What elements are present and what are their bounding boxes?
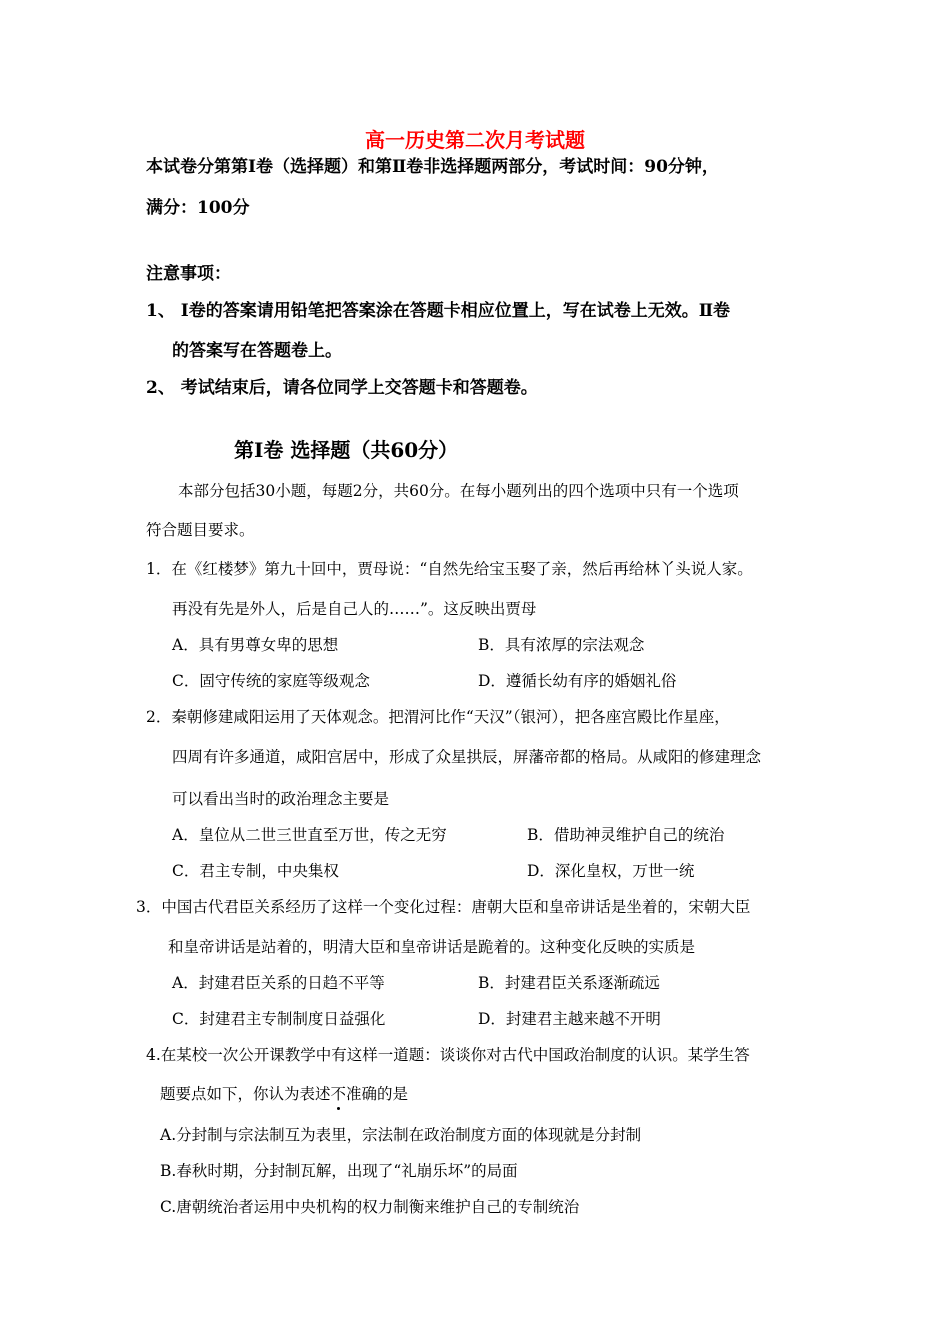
question-4-option-a: A.分封制与宗法制互为表里，宗法制在政治制度方面的体现就是分封制: [160, 1126, 642, 1144]
question-2-stem-line-2: 四周有许多通道，咸阳宫居中，形成了众星拱辰，屏藩帝都的格局。从咸阳的修建理念: [172, 748, 762, 766]
question-3-stem-line-1: 3．中国古代君臣关系经历了这样一个变化过程：唐朝大臣和皇帝讲话是坐着的，宋朝大臣: [136, 898, 751, 916]
question-2-stem-line-3: 可以看出当时的政治理念主要是: [172, 790, 390, 808]
question-3-option-a: A．封建君臣关系的日趋不平等: [172, 974, 385, 992]
question-2-stem-line-1: 2．秦朝修建咸阳运用了天体观念。把渭河比作“天汉”（银河），把各座宫殿比作星座，: [146, 708, 730, 726]
notice-item-1-line-1: 1、 Ⅰ卷的答案请用铅笔把答案涂在答题卡相应位置上，写在试卷上无效。Ⅱ卷: [146, 301, 731, 321]
exam-intro-line-2: 满分：100分: [146, 198, 250, 218]
notice-heading: 注意事项：: [146, 264, 231, 284]
section-1-desc-line-1: 本部分包括30小题，每题2分，共60分。在每小题列出的四个选项中只有一个选项: [178, 482, 739, 500]
exam-intro-line-1: 本试卷分第第Ⅰ卷（选择题）和第Ⅱ卷非选择题两部分，考试时间：90分钟，: [146, 157, 719, 177]
question-3-option-b: B．封建君臣关系逐渐疏远: [478, 974, 660, 992]
question-4-stem-before: 题要点如下，你认为表述: [160, 1085, 331, 1103]
question-1-stem-line-2: 再没有先是外人，后是自己人的……”。这反映出贾母: [172, 600, 537, 618]
question-1-option-b: B．具有浓厚的宗法观念: [478, 636, 645, 654]
question-4-option-b: B.春秋时期，分封制瓦解，出现了“礼崩乐坏”的局面: [160, 1162, 518, 1180]
question-4-stem-line-2: [160, 1082, 408, 1104]
section-1-desc-line-2: 符合题目要求。: [146, 521, 255, 539]
question-3-stem-line-2: 和皇帝讲话是站着的，明清大臣和皇帝讲话是跪着的。这种变化反映的实质是: [168, 938, 696, 956]
question-3-option-d: D．封建君主越来越不开明: [478, 1010, 661, 1028]
emphasis-dot-text: 不: [330, 1085, 347, 1103]
question-1-option-d: D．遵循长幼有序的婚姻礼俗: [478, 672, 677, 690]
question-2-option-c: C．君主专制，中央集权: [172, 862, 339, 880]
question-1-option-a: A．具有男尊女卑的思想: [172, 636, 339, 654]
question-2-option-b: B．借助神灵维护自己的统治: [527, 826, 725, 844]
question-1-stem-line-1: 1．在《红楼梦》第九十回中，贾母说：“自然先给宝玉娶了亲，然后再给林丫头说人家。: [146, 560, 753, 578]
question-2-option-d: D．深化皇权，万世一统: [527, 862, 695, 880]
page-title: 高一历史第二次月考试题: [365, 128, 585, 152]
question-4-stem-line-1: 4.在某校一次公开课教学中有这样一道题：谈谈你对古代中国政治制度的认识。某学生答: [146, 1046, 750, 1064]
section-1-heading: 第Ⅰ卷 选择题（共60分）: [234, 438, 459, 462]
notice-item-1-line-2: 的答案写在答题卷上。: [172, 341, 342, 361]
question-4-option-c: C.唐朝统治者运用中央机构的权力制衡来维护自己的专制统治: [160, 1198, 580, 1216]
question-1-option-c: C．固守传统的家庭等级观念: [172, 672, 370, 690]
question-3-option-c: C．封建君主专制制度日益强化: [172, 1010, 386, 1028]
question-4-stem-after: 准确的是: [346, 1085, 409, 1103]
question-2-option-a: A．皇位从二世三世直至万世，传之无穷: [172, 826, 447, 844]
notice-item-2: 2、 考试结束后，请各位同学上交答题卡和答题卷。: [146, 378, 538, 398]
